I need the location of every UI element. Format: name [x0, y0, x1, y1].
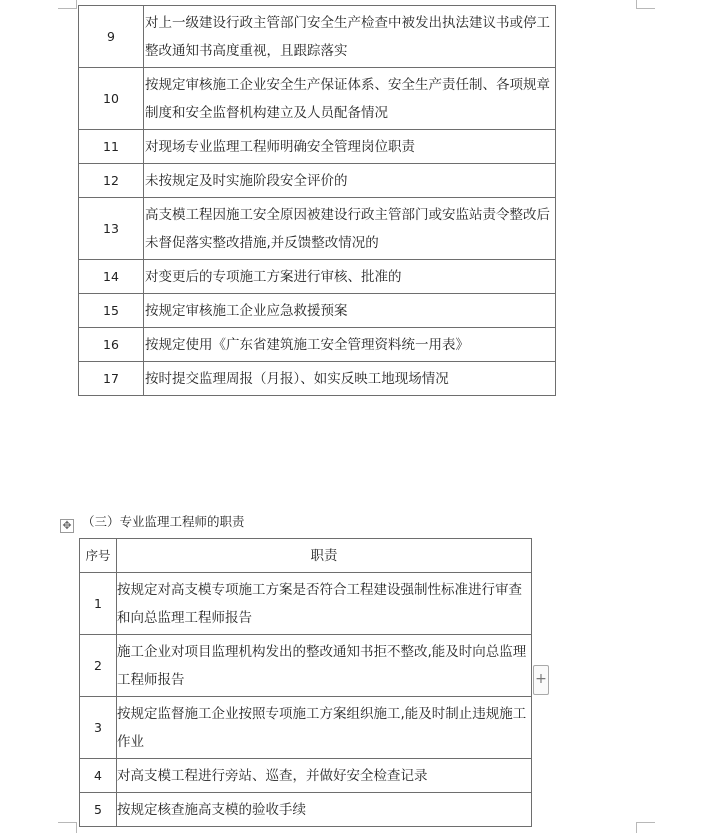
row-number: 12	[79, 164, 144, 198]
row-description[interactable]: 施工企业对项目监理机构发出的整改通知书拒不整改,能及时向总监理工程师报告	[117, 635, 532, 697]
table-row	[79, 164, 556, 198]
row-number: 5	[80, 793, 117, 827]
row-description[interactable]: 按规定审核施工企业安全生产保证体系、安全生产责任制、各项规章制度和安全监督机构建立及人员配备情况	[144, 68, 556, 130]
plus-icon[interactable]: +	[533, 665, 549, 695]
table-row	[79, 260, 556, 294]
table-row	[79, 6, 556, 68]
page-corner-mark	[58, 0, 77, 9]
row-description[interactable]: 未按规定及时实施阶段安全评价的	[144, 164, 556, 198]
row-number: 16	[79, 328, 144, 362]
page-corner-mark	[58, 822, 77, 833]
row-number: 11	[79, 130, 144, 164]
row-description[interactable]: 对高支模工程进行旁站、巡查，并做好安全检查记录	[117, 759, 532, 793]
move-icon[interactable]: ✥	[60, 519, 74, 533]
row-description[interactable]: 按时提交监理周报（月报）、如实反映工地现场情况	[144, 362, 556, 396]
table-row	[79, 362, 556, 396]
duties-table-continued	[78, 5, 556, 396]
table-row	[80, 635, 532, 697]
row-description[interactable]: 按规定对高支模专项施工方案是否符合工程建设强制性标准进行审查和向总监理工程师报告	[117, 573, 532, 635]
row-number: 15	[79, 294, 144, 328]
engineer-duties-table	[79, 538, 532, 827]
page-corner-mark	[636, 0, 655, 9]
row-number: 2	[80, 635, 117, 697]
table-row	[80, 697, 532, 759]
row-number: 9	[79, 6, 144, 68]
table-row	[79, 328, 556, 362]
row-description[interactable]: 按规定审核施工企业应急救援预案	[144, 294, 556, 328]
table-row	[79, 198, 556, 260]
row-number: 14	[79, 260, 144, 294]
table-row	[79, 130, 556, 164]
section-title: （三）专业监理工程师的职责	[82, 514, 245, 529]
page-corner-mark	[636, 822, 655, 833]
row-description[interactable]: 对上一级建设行政主管部门安全生产检查中被发出执法建议书或停工整改通知书高度重视，且跟踪落实	[144, 6, 556, 68]
row-number: 3	[80, 697, 117, 759]
table-row	[80, 759, 532, 793]
table-row	[79, 68, 556, 130]
row-description[interactable]: 按规定监督施工企业按照专项施工方案组织施工,能及时制止违规施工作业	[117, 697, 532, 759]
row-number: 1	[80, 573, 117, 635]
column-header-number: 序号	[80, 539, 117, 573]
row-number: 4	[80, 759, 117, 793]
row-description[interactable]: 按规定核查施高支模的验收手续	[117, 793, 532, 827]
table-row	[80, 793, 532, 827]
table-row	[79, 294, 556, 328]
row-description[interactable]: 对变更后的专项施工方案进行审核、批准的	[144, 260, 556, 294]
table-row	[80, 573, 532, 635]
row-description[interactable]: 高支模工程因施工安全原因被建设行政主管部门或安监站责令整改后未督促落实整改措施,并反馈整改情况的	[144, 198, 556, 260]
table-header-row	[80, 539, 532, 573]
row-number: 17	[79, 362, 144, 396]
row-number: 13	[79, 198, 144, 260]
column-header-duty: 职责	[117, 539, 532, 573]
row-number: 10	[79, 68, 144, 130]
row-description[interactable]: 对现场专业监理工程师明确安全管理岗位职责	[144, 130, 556, 164]
row-description[interactable]: 按规定使用《广东省建筑施工安全管理资料统一用表》	[144, 328, 556, 362]
